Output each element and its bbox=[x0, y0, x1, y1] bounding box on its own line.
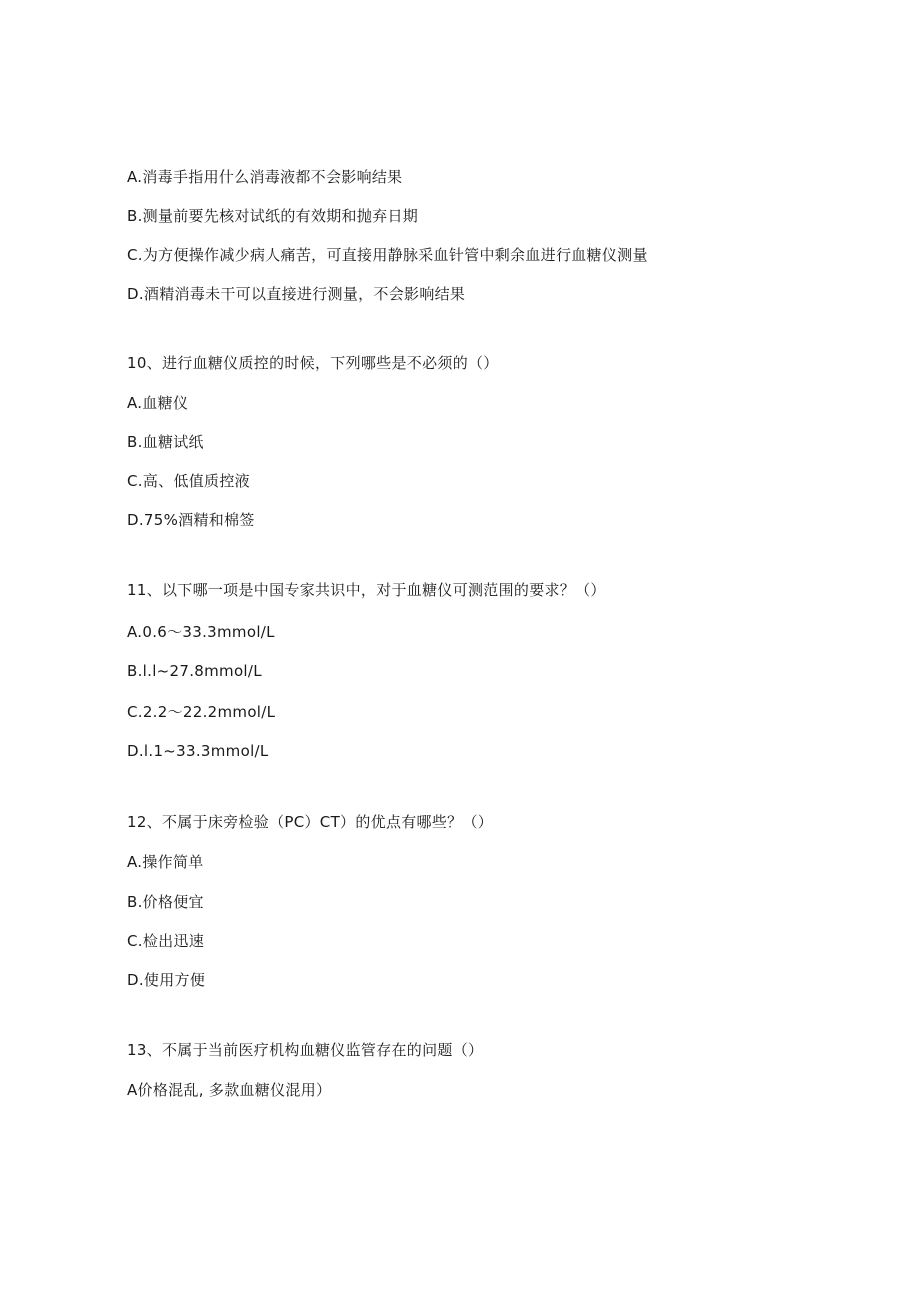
q10-option-a: A.血糖仪 bbox=[127, 394, 189, 412]
q9-option-b: B.测量前要先核对试纸的有效期和抛弃日期 bbox=[127, 207, 419, 225]
q12-question: 12、不属于床旁检验（PC）CT）的优点有哪些？（） bbox=[127, 813, 494, 831]
q12-option-a: A.操作简单 bbox=[127, 853, 204, 871]
q11-option-a: A.0.6～33.3mmol∕L bbox=[127, 623, 275, 641]
q10-option-c: C.高、低值质控液 bbox=[127, 472, 250, 490]
q11-question: 11、以下哪一项是中国专家共识中，对于血糖仪可测范围的要求？（） bbox=[127, 581, 606, 599]
q10-question: 10、进行血糖仪质控的时候，下列哪些是不必须的（） bbox=[127, 354, 499, 372]
q12-option-c: C.检出迅速 bbox=[127, 932, 205, 950]
q9-option-d: D.酒精消毒未干可以直接进行测量，不会影响结果 bbox=[127, 285, 466, 303]
q13-question: 13、不属于当前医疗机构血糖仪监管存在的问题（） bbox=[127, 1041, 484, 1059]
q11-option-c: C.2.2～22.2mmol∕L bbox=[127, 703, 276, 721]
q11-option-d: D.l.1~33.3mmol∕L bbox=[127, 742, 269, 760]
q10-option-b: B.血糖试纸 bbox=[127, 433, 204, 451]
q13-option-a: A价格混乱, 多款血糖仪混用） bbox=[127, 1081, 332, 1099]
q10-option-d: D.75%酒精和棉签 bbox=[127, 511, 255, 529]
q9-option-c: C.为方便操作减少病人痛苦，可直接用静脉采血针管中剩余血进行血糖仪测量 bbox=[127, 246, 648, 264]
q9-option-a: A.消毒手指用什么消毒液都不会影响结果 bbox=[127, 168, 403, 186]
q11-option-b: B.l.l~27.8mmol∕L bbox=[127, 662, 262, 680]
q12-option-b: B.价格便宜 bbox=[127, 893, 204, 911]
q12-option-d: D.使用方便 bbox=[127, 971, 206, 989]
